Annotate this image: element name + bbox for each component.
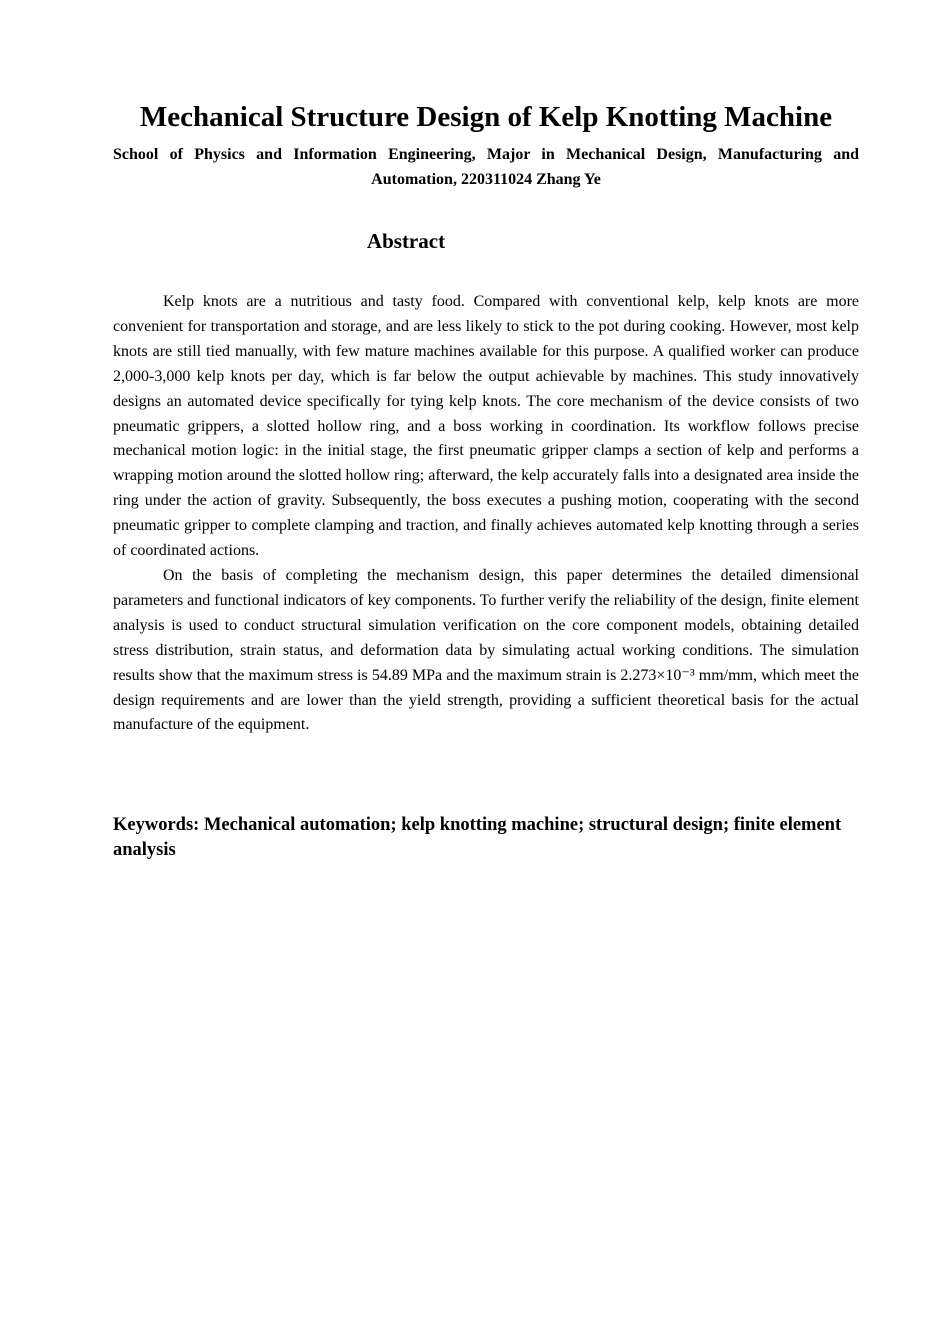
abstract-body xyxy=(113,290,859,738)
abstract-paragraph: On the basis of completing the mechanism design, this paper determines the detailed dimensional parameters and functional indicators of key components. To further verify the reliability of the design, finite element analysis is used to conduct structural simulation verification on the core component models, obtaining detailed stress distribution, strain status, and deformation data by simulating actual working conditions. The simulation results show that the maximum stress is 54.89 MPa and the maximum strain is 2.273×10⁻³ mm/mm, which meet the design requirements and are lower than the yield strength, providing a sufficient theoretical basis for the actual manufacture of the equipment. xyxy=(113,566,859,734)
author-affiliation: School of Physics and Information Engineering, Major in Mechanical Design, Manufacturing and Automation, 220311024 Zhang Ye xyxy=(113,146,859,188)
keywords: Keywords: Mechanical automation; kelp knotting machine; structural design; finite element analysis xyxy=(113,815,842,860)
abstract-heading: Abstract xyxy=(366,229,446,253)
abstract-paragraph: Kelp knots are a nutritious and tasty food. Compared with conventional kelp, kelp knots are more convenient for transportation and storage, and are less likely to stick to the pot during cooking. However, most kelp knots are still tied manually, with few mature machines available for this purpose. A qualified worker can produce 2,000-3,000 kelp knots per day, which is far below the output achievable by machines. This study innovatively designs an automated device specifically for tying kelp knots. The core mechanism of the device consists of two pneumatic grippers, a slotted hollow ring, and a boss working in coordination. Its workflow follows precise mechanical motion logic: in the initial stage, the first pneumatic gripper clamps a section of kelp and performs a wrapping motion around the slotted hollow ring; afterward, the kelp accurately falls into a designated area inside the ring under the action of gravity. Subsequently, the boss executes a pushing motion, cooperating with the second pneumatic gripper to complete clamping and traction, and finally achieves automated kelp knotting through a series of coordinated actions. xyxy=(113,293,859,560)
paper-title: Mechanical Structure Design of Kelp Knotting Machine xyxy=(139,101,833,133)
